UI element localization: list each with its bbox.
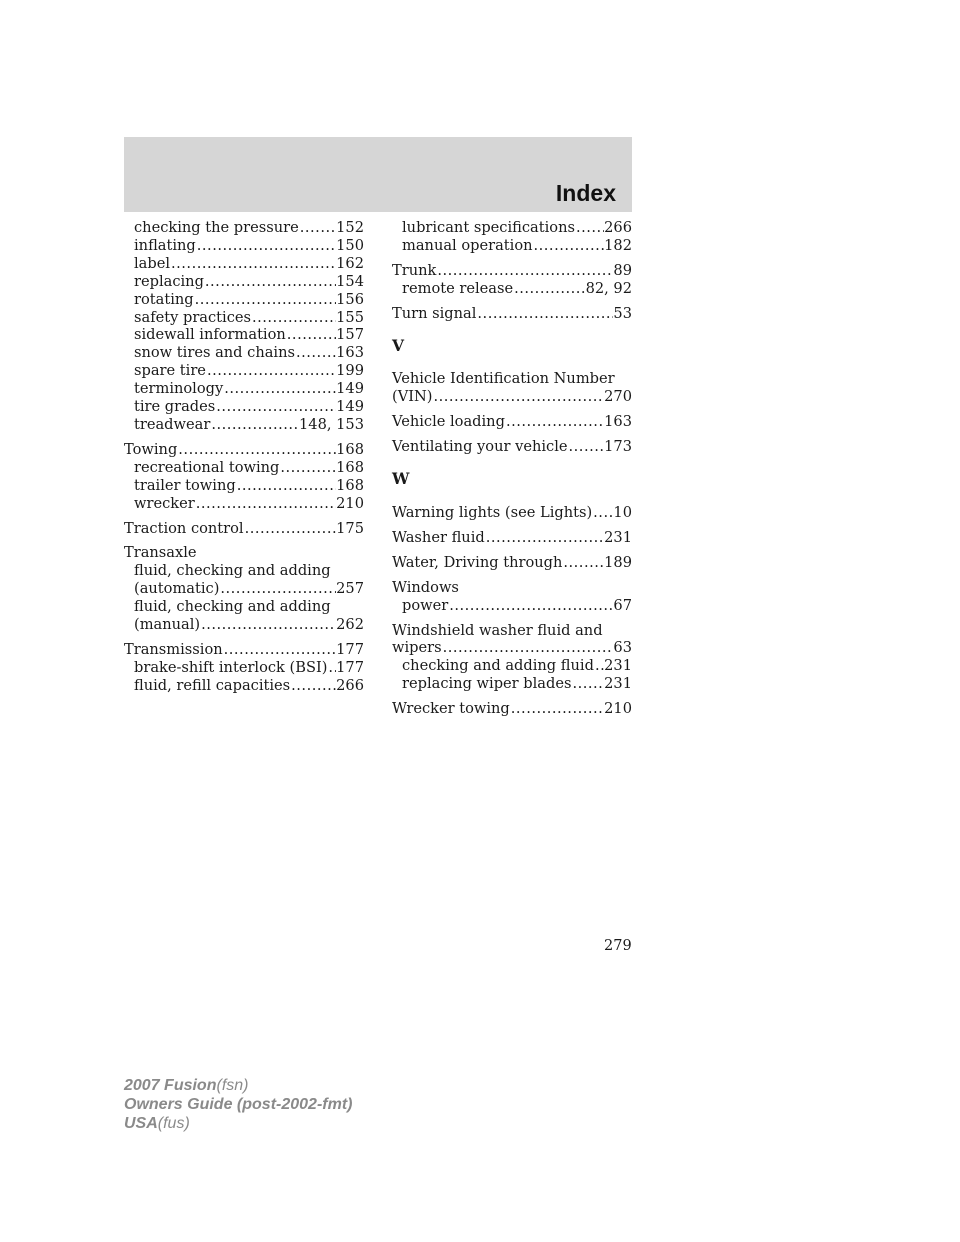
index-term-text: Vehicle loading bbox=[392, 413, 505, 431]
dot-leader bbox=[533, 237, 605, 255]
page-reference: 162 bbox=[336, 254, 364, 272]
dot-leader bbox=[448, 597, 613, 615]
dot-leader bbox=[210, 416, 299, 434]
index-subentry bbox=[124, 459, 364, 477]
index-term bbox=[392, 529, 632, 547]
dot-leader bbox=[215, 398, 336, 416]
index-subentry: fluid, checking and adding bbox=[134, 562, 331, 580]
index-subentry bbox=[124, 309, 364, 327]
page-reference: 231 bbox=[604, 675, 632, 693]
index-term-text: rotating bbox=[134, 290, 194, 308]
index-term bbox=[124, 441, 364, 459]
index-entry bbox=[124, 219, 364, 434]
page-reference: 154 bbox=[336, 272, 364, 290]
index-term-text: recreational towing bbox=[134, 458, 280, 476]
index-subentry bbox=[124, 273, 364, 291]
footer-line-3 bbox=[124, 1114, 352, 1133]
dot-leader bbox=[251, 309, 336, 327]
page-reference: 168 bbox=[336, 440, 364, 458]
index-term-text: safety practices bbox=[134, 308, 251, 326]
index-entry bbox=[392, 700, 632, 718]
index-entry bbox=[392, 370, 632, 406]
index-term-text: wipers bbox=[392, 639, 442, 657]
footer-region: USA bbox=[124, 1115, 158, 1132]
index-subentry bbox=[124, 291, 364, 309]
index-entry bbox=[124, 441, 364, 513]
index-term-text: wrecker bbox=[134, 494, 195, 512]
index-subentry bbox=[124, 326, 364, 344]
dot-leader bbox=[592, 504, 613, 522]
page-reference: 189 bbox=[604, 553, 632, 571]
index-term-text: fluid, refill capacities bbox=[134, 676, 291, 694]
page-reference: 266 bbox=[336, 676, 364, 694]
index-term-text: remote release bbox=[402, 279, 514, 297]
page-reference: 210 bbox=[604, 700, 632, 718]
index-term-text: Ventilating your vehicle bbox=[392, 438, 568, 456]
index-term bbox=[124, 641, 364, 659]
page-reference: 10 bbox=[613, 503, 632, 521]
index-term-text: brake-shift interlock (BSI) bbox=[134, 658, 328, 676]
index-term-text: replacing bbox=[134, 272, 204, 290]
index-term: Windows bbox=[392, 578, 459, 596]
page-reference: 257 bbox=[336, 580, 364, 598]
dot-leader bbox=[575, 219, 604, 237]
index-subentry bbox=[124, 477, 364, 495]
index-term bbox=[392, 438, 632, 456]
footer-region-code: (fus) bbox=[157, 1115, 190, 1132]
index-entry bbox=[392, 413, 632, 431]
index-entry bbox=[392, 438, 632, 456]
index-term-text: lubricant specifications bbox=[402, 219, 575, 236]
footer-model: 2007 Fusion bbox=[124, 1077, 217, 1094]
index-term-text: Wrecker towing bbox=[392, 700, 510, 718]
dot-leader bbox=[170, 255, 336, 273]
dot-leader bbox=[327, 659, 336, 677]
dot-leader bbox=[436, 262, 613, 280]
page-reference: 168 bbox=[336, 476, 364, 494]
index-term-text: Towing bbox=[124, 440, 178, 458]
page-reference: 182 bbox=[604, 236, 632, 254]
dot-leader bbox=[279, 459, 336, 477]
page-reference: 67 bbox=[613, 596, 632, 614]
dot-leader bbox=[568, 438, 605, 456]
dot-leader bbox=[219, 580, 336, 598]
dot-leader bbox=[505, 413, 604, 431]
dot-leader bbox=[223, 641, 337, 659]
page-reference: 163 bbox=[336, 344, 364, 362]
dot-leader bbox=[295, 344, 336, 362]
index-term-text: Transmission bbox=[124, 640, 223, 658]
index-term-text: tire grades bbox=[134, 398, 216, 416]
index-subentry: fluid, checking and adding bbox=[134, 598, 331, 616]
index-letter-heading: W bbox=[392, 469, 410, 489]
index-term-text: (manual) bbox=[134, 616, 201, 634]
index-subentry bbox=[124, 398, 364, 416]
index-letter-heading: V bbox=[392, 335, 405, 355]
dot-leader bbox=[562, 554, 604, 572]
index-entry bbox=[392, 579, 632, 615]
index-subentry bbox=[392, 219, 632, 237]
page-reference: 149 bbox=[336, 380, 364, 398]
index-subentry bbox=[124, 219, 364, 237]
index-term-text: Traction control bbox=[124, 519, 244, 537]
page-reference: 63 bbox=[613, 639, 632, 657]
dot-leader bbox=[244, 520, 337, 538]
dot-leader bbox=[299, 219, 336, 237]
page-reference: 168 bbox=[336, 458, 364, 476]
index-term bbox=[392, 413, 632, 431]
index-entry bbox=[392, 219, 632, 255]
index-term-text: snow tires and chains bbox=[134, 344, 295, 362]
dot-leader bbox=[510, 700, 604, 718]
dot-leader bbox=[513, 280, 585, 298]
page-reference: 152 bbox=[336, 219, 364, 236]
page-reference: 82, 92 bbox=[585, 279, 632, 297]
index-subentry bbox=[124, 380, 364, 398]
dot-leader bbox=[571, 675, 604, 693]
index-term bbox=[392, 388, 632, 406]
index-term-text: checking and adding fluid bbox=[402, 657, 594, 675]
page-reference: 163 bbox=[604, 413, 632, 431]
dot-leader bbox=[290, 677, 336, 695]
page-reference: 89 bbox=[613, 261, 632, 279]
index-subentry bbox=[124, 495, 364, 513]
page-reference: 148, 153 bbox=[299, 415, 364, 433]
page-reference: 157 bbox=[336, 326, 364, 344]
index-term-text: Washer fluid bbox=[392, 528, 485, 546]
index-column-left bbox=[124, 219, 364, 702]
index-term-text: Warning lights (see Lights) bbox=[392, 503, 593, 521]
dot-leader bbox=[236, 477, 336, 495]
index-column-right bbox=[392, 219, 632, 725]
index-subentry bbox=[124, 362, 364, 380]
index-term-text: Water, Driving through bbox=[392, 553, 563, 571]
index-term-text: spare tire bbox=[134, 362, 206, 380]
index-subentry bbox=[124, 677, 364, 695]
index-subentry bbox=[392, 597, 632, 615]
index-subentry bbox=[392, 657, 632, 675]
index-term bbox=[392, 305, 632, 323]
index-term: Transaxle bbox=[124, 544, 197, 562]
index-entry bbox=[392, 554, 632, 572]
index-subentry bbox=[124, 344, 364, 362]
index-term bbox=[392, 504, 632, 522]
index-entry bbox=[392, 262, 632, 298]
footer bbox=[124, 1076, 352, 1133]
page-reference: 173 bbox=[604, 438, 632, 456]
index-subentry bbox=[124, 255, 364, 273]
dot-leader bbox=[594, 657, 604, 675]
page-reference: 177 bbox=[336, 658, 364, 676]
dot-leader bbox=[204, 273, 336, 291]
index-term-text: inflating bbox=[134, 236, 196, 254]
index-term-text: checking the pressure bbox=[134, 219, 299, 236]
dot-leader bbox=[196, 237, 336, 255]
index-subentry bbox=[124, 416, 364, 434]
page-reference: 177 bbox=[336, 640, 364, 658]
index-term-text: Trunk bbox=[392, 261, 437, 279]
index-subentry bbox=[124, 616, 364, 634]
dot-leader bbox=[206, 362, 336, 380]
page-reference: 266 bbox=[604, 219, 632, 236]
index-entry bbox=[124, 520, 364, 538]
page-reference: 156 bbox=[336, 290, 364, 308]
index-term-text: power bbox=[402, 596, 449, 614]
footer-line-2: Owners Guide (post-2002-fmt) bbox=[124, 1096, 353, 1113]
index-term: Vehicle Identification Number bbox=[392, 370, 615, 388]
dot-leader bbox=[286, 326, 336, 344]
index-entry bbox=[392, 305, 632, 323]
dot-leader bbox=[442, 639, 614, 657]
page-reference: 231 bbox=[604, 657, 632, 675]
index-subentry bbox=[124, 237, 364, 255]
index-term bbox=[392, 700, 632, 718]
index-subentry bbox=[392, 675, 632, 693]
index-entry bbox=[392, 529, 632, 547]
index-term bbox=[392, 554, 632, 572]
footer-model-code: (fsn) bbox=[216, 1077, 249, 1094]
index-term-text: (automatic) bbox=[134, 580, 220, 598]
index-term-text: (VIN) bbox=[392, 388, 433, 406]
page-reference: 199 bbox=[336, 362, 364, 380]
index-term bbox=[124, 520, 364, 538]
index-term-text: sidewall information bbox=[134, 326, 286, 344]
page-reference: 231 bbox=[604, 528, 632, 546]
dot-leader bbox=[476, 305, 613, 323]
index-term-text: Turn signal bbox=[392, 304, 477, 322]
index-term-text: terminology bbox=[134, 380, 224, 398]
dot-leader bbox=[485, 529, 604, 547]
dot-leader bbox=[432, 388, 604, 406]
index-entry bbox=[124, 641, 364, 695]
page-reference: 53 bbox=[613, 304, 632, 322]
page-reference: 149 bbox=[336, 398, 364, 416]
dot-leader bbox=[195, 495, 336, 513]
page-reference: 262 bbox=[336, 616, 364, 634]
index-term-text: manual operation bbox=[402, 236, 533, 254]
dot-leader bbox=[223, 380, 336, 398]
page-reference: 175 bbox=[336, 519, 364, 537]
footer-line-1 bbox=[124, 1076, 352, 1095]
dot-leader bbox=[177, 441, 336, 459]
page-reference: 270 bbox=[604, 388, 632, 406]
index-subentry bbox=[124, 659, 364, 677]
page-number: 279 bbox=[604, 938, 632, 954]
page-reference: 210 bbox=[336, 494, 364, 512]
index-subentry bbox=[124, 580, 364, 598]
index-subentry bbox=[392, 280, 632, 298]
index-term-text: label bbox=[134, 254, 171, 272]
index-term-text: replacing wiper blades bbox=[402, 675, 572, 693]
index-subentry bbox=[392, 237, 632, 255]
index-entry bbox=[124, 544, 364, 634]
page-reference: 155 bbox=[336, 308, 364, 326]
index-term bbox=[392, 262, 632, 280]
index-term: Windshield washer fluid and bbox=[392, 621, 603, 639]
index-entry bbox=[392, 504, 632, 522]
page-title: Index bbox=[555, 180, 616, 206]
dot-leader bbox=[200, 616, 336, 634]
index-term bbox=[392, 639, 632, 657]
index-term-text: trailer towing bbox=[134, 476, 236, 494]
index-entry bbox=[392, 622, 632, 694]
header-band bbox=[124, 137, 632, 212]
index-term-text: treadwear bbox=[134, 415, 211, 433]
dot-leader bbox=[194, 291, 337, 309]
page-reference: 150 bbox=[336, 236, 364, 254]
